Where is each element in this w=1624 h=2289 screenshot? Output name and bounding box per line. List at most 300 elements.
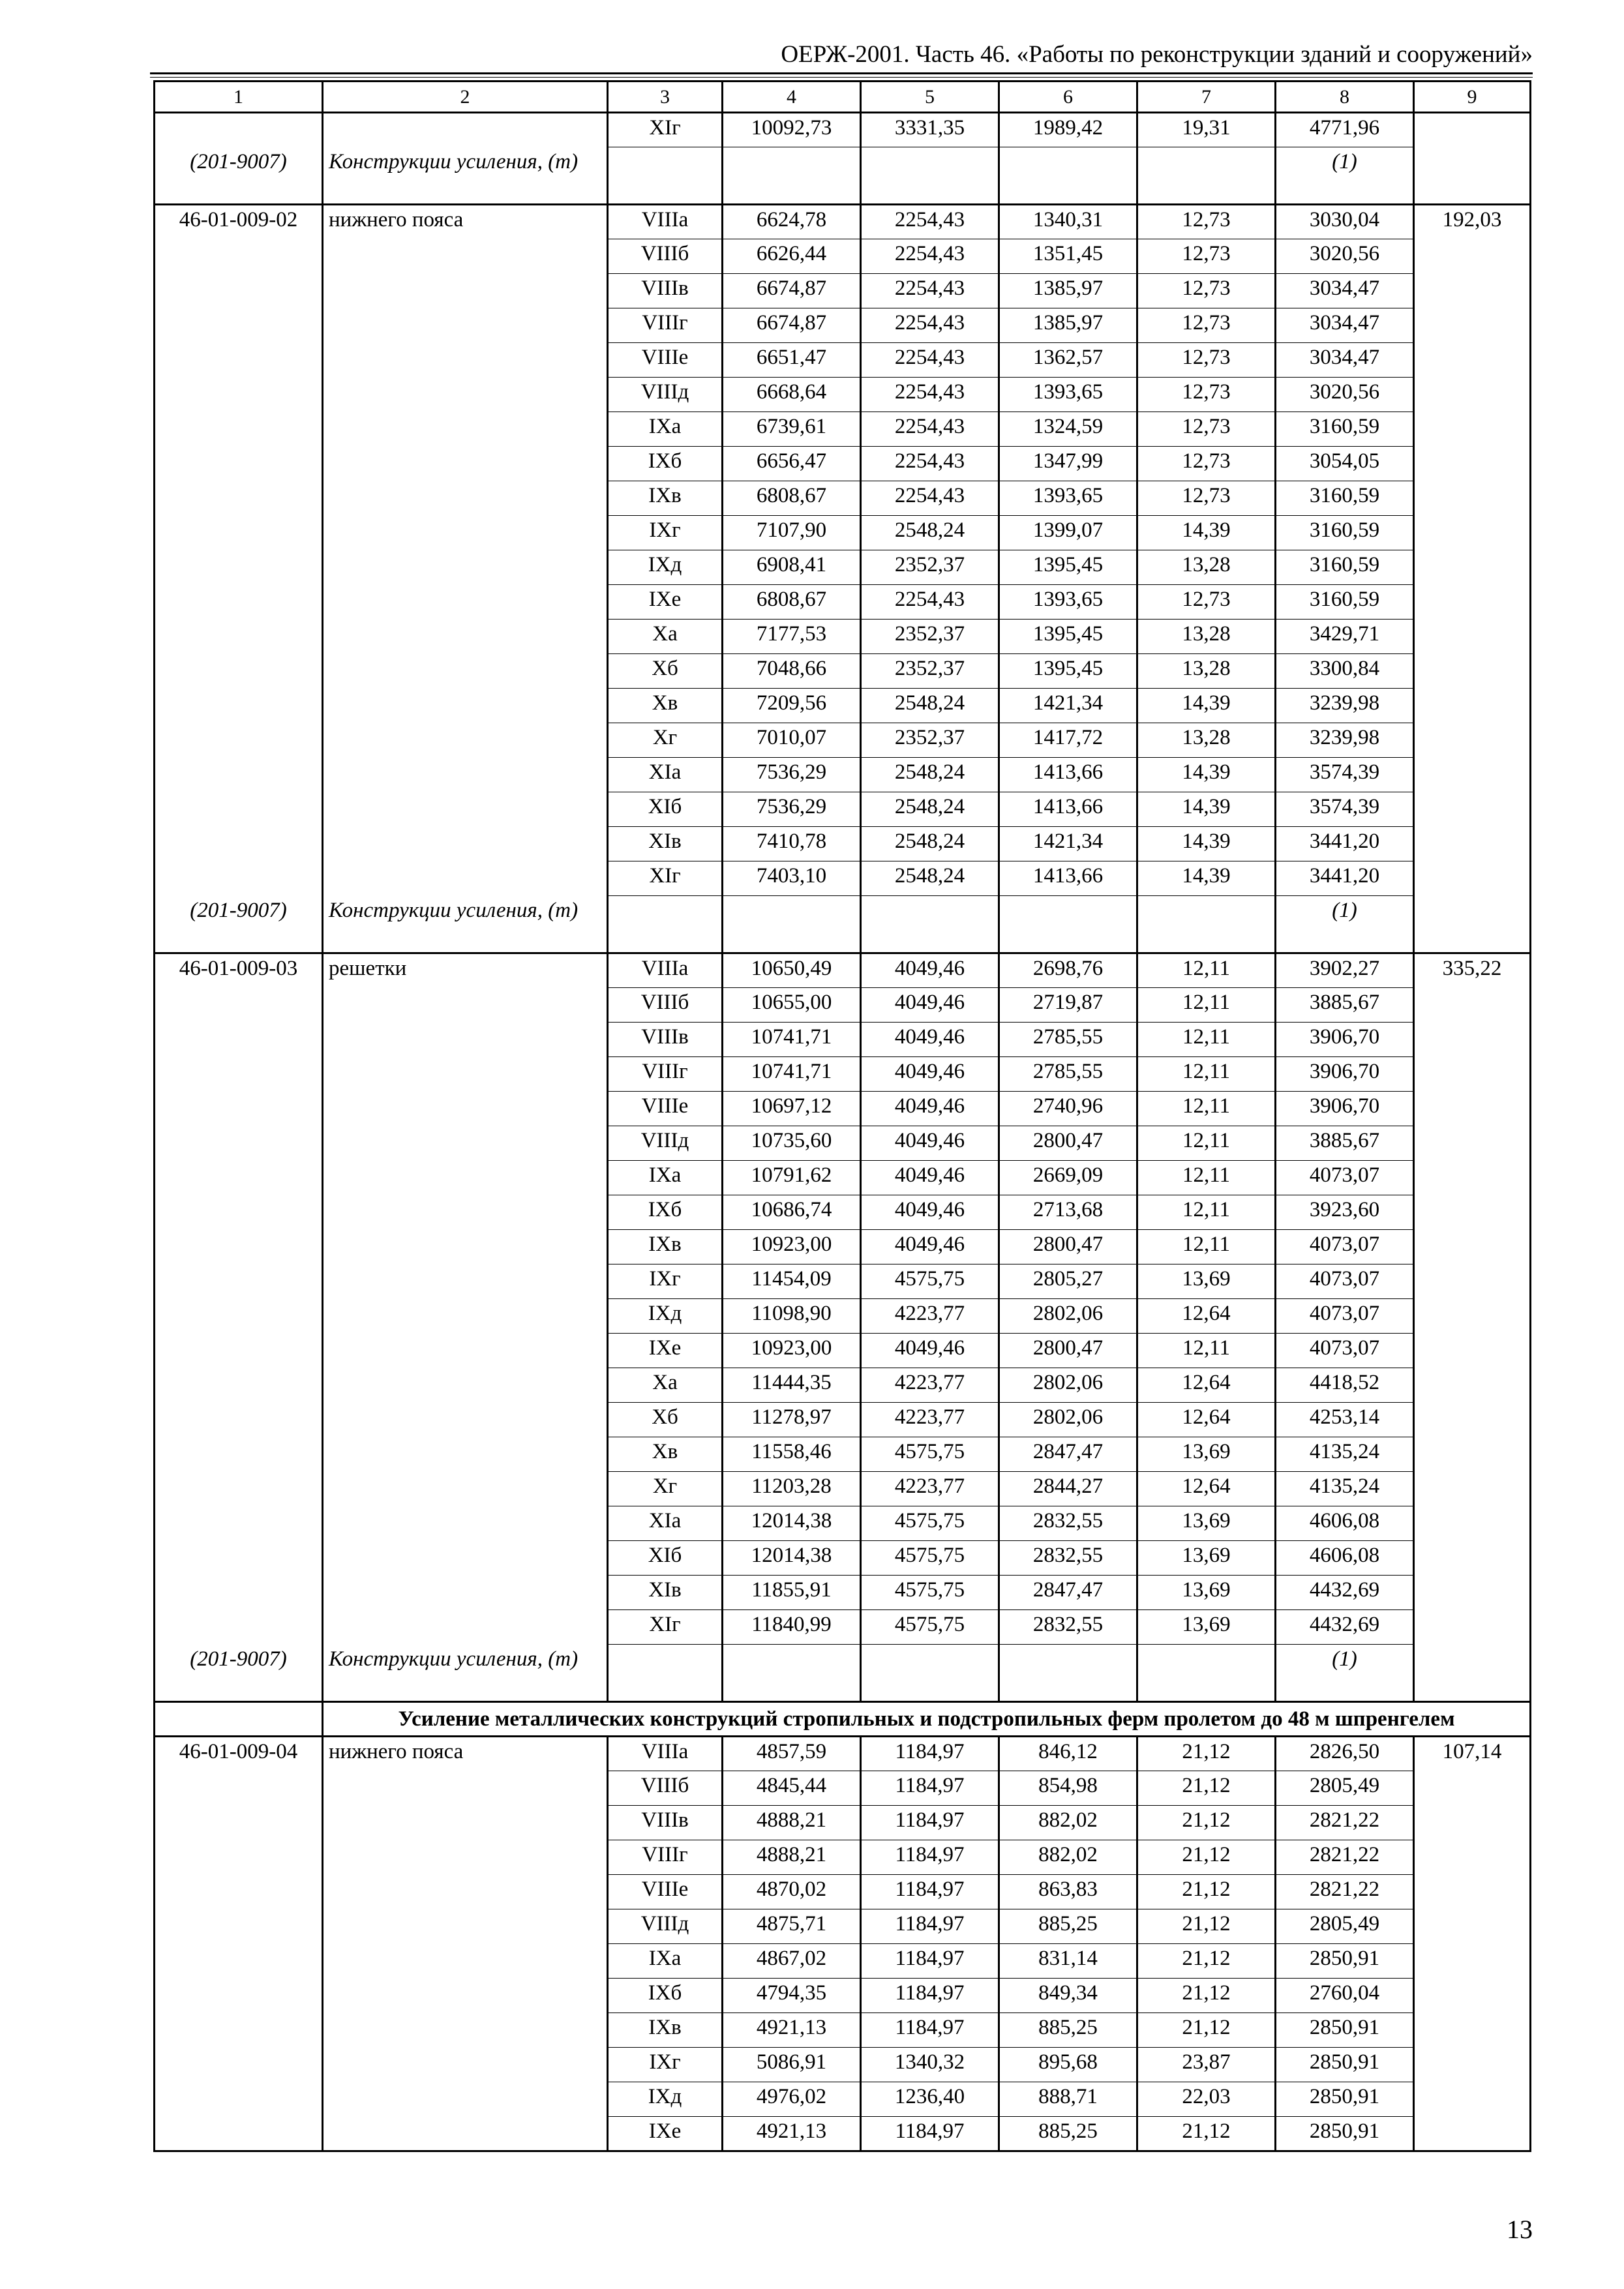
- empty-cell: [999, 896, 1137, 953]
- rate-code: [155, 1437, 323, 1472]
- rate-code: [155, 1541, 323, 1576]
- work-name: [323, 1944, 608, 1979]
- cost-machines: 1393,65: [999, 481, 1137, 516]
- table-row: [155, 1840, 1531, 1875]
- cost-total: 10686,74: [723, 1195, 861, 1230]
- cost-wages: 2254,43: [861, 343, 999, 378]
- cost-labor: 13,69: [1137, 1506, 1276, 1541]
- cost-total: 6739,61: [723, 412, 861, 447]
- rate-code: [155, 550, 323, 585]
- column-number: 1: [155, 82, 323, 113]
- cost-labor: 12,73: [1137, 274, 1276, 308]
- cost-total: 4870,02: [723, 1875, 861, 1909]
- resource-quantity: (1): [1276, 1645, 1414, 1702]
- category: IXе: [608, 2117, 723, 2151]
- work-name: [323, 1771, 608, 1806]
- cost-labor: 21,12: [1137, 1737, 1276, 1771]
- cost-machines: 1395,45: [999, 654, 1137, 689]
- work-name: [323, 988, 608, 1023]
- empty-cell: [723, 896, 861, 953]
- rate-code: [155, 861, 323, 896]
- cost-wages: 1184,97: [861, 2013, 999, 2048]
- cost-wages: 2352,37: [861, 654, 999, 689]
- cost-machines: 2785,55: [999, 1023, 1137, 1057]
- cost-wages: 1184,97: [861, 1979, 999, 2013]
- labor-hours: [1414, 1334, 1531, 1368]
- cost-total: 4921,13: [723, 2117, 861, 2151]
- category: XIг: [608, 1610, 723, 1645]
- cost-machines: 2805,27: [999, 1264, 1137, 1299]
- labor-hours: [1414, 1840, 1531, 1875]
- cost-wages: 1184,97: [861, 1909, 999, 1944]
- cost-machines: 2847,47: [999, 1576, 1137, 1610]
- cost-materials: 3906,70: [1276, 1057, 1414, 1092]
- table-row: [155, 1806, 1531, 1840]
- work-name: [323, 1161, 608, 1195]
- labor-hours: [1414, 585, 1531, 620]
- cost-materials: 3160,59: [1276, 550, 1414, 585]
- table-row: [155, 274, 1531, 308]
- work-name: [323, 1506, 608, 1541]
- cost-machines: 1393,65: [999, 378, 1137, 412]
- category: VIIIб: [608, 988, 723, 1023]
- rate-code: [155, 988, 323, 1023]
- cost-materials: 3902,27: [1276, 953, 1414, 988]
- labor-hours: [1414, 2117, 1531, 2151]
- cost-materials: 2850,91: [1276, 2082, 1414, 2117]
- cost-wages: 4049,46: [861, 1126, 999, 1161]
- resource-code: (201-9007): [155, 147, 323, 205]
- rate-code: [155, 1126, 323, 1161]
- labor-hours: [1414, 550, 1531, 585]
- cost-machines: 846,12: [999, 1737, 1137, 1771]
- cost-materials: 2850,91: [1276, 1944, 1414, 1979]
- cost-total: 4875,71: [723, 1909, 861, 1944]
- section-heading-row: [155, 1702, 1531, 1737]
- cost-labor: 21,12: [1137, 1875, 1276, 1909]
- cost-total: 11203,28: [723, 1472, 861, 1506]
- work-name: [323, 274, 608, 308]
- cost-total: 12014,38: [723, 1506, 861, 1541]
- labor-hours: [1414, 516, 1531, 550]
- table-row: [155, 1126, 1531, 1161]
- rate-code: [155, 516, 323, 550]
- cost-wages: 4575,75: [861, 1437, 999, 1472]
- work-name: [323, 1979, 608, 2013]
- rate-code: [155, 1909, 323, 1944]
- cost-machines: 2800,47: [999, 1126, 1137, 1161]
- rate-code: [155, 1506, 323, 1541]
- cost-labor: 21,12: [1137, 1909, 1276, 1944]
- work-name: [323, 1299, 608, 1334]
- labor-hours: 192,03: [1414, 205, 1531, 239]
- cost-total: 10923,00: [723, 1230, 861, 1264]
- rate-code: [155, 2117, 323, 2151]
- cost-total: 7107,90: [723, 516, 861, 550]
- cost-labor: 14,39: [1137, 792, 1276, 827]
- cost-machines: 2719,87: [999, 988, 1137, 1023]
- work-name: [323, 1576, 608, 1610]
- rate-code: [155, 1403, 323, 1437]
- cost-wages: 1184,97: [861, 2117, 999, 2151]
- rate-code: [155, 481, 323, 516]
- cost-machines: 2844,27: [999, 1472, 1137, 1506]
- rate-code: 46-01-009-03: [155, 953, 323, 988]
- category: Xа: [608, 1368, 723, 1403]
- cost-labor: 14,39: [1137, 758, 1276, 792]
- cost-machines: 854,98: [999, 1771, 1137, 1806]
- table-row: [155, 988, 1531, 1023]
- cost-labor: 12,73: [1137, 412, 1276, 447]
- cost-wages: 2548,24: [861, 758, 999, 792]
- resource-code: (201-9007): [155, 1645, 323, 1702]
- cost-labor: 12,11: [1137, 1092, 1276, 1126]
- cost-total: 7048,66: [723, 654, 861, 689]
- category: IXг: [608, 516, 723, 550]
- cost-total: 10697,12: [723, 1092, 861, 1126]
- labor-hours: [1414, 1944, 1531, 1979]
- work-name: [323, 412, 608, 447]
- table-row: [155, 1737, 1531, 1771]
- empty-cell: [155, 1702, 323, 1737]
- cost-machines: 882,02: [999, 1806, 1137, 1840]
- category: XIб: [608, 792, 723, 827]
- category: XIг: [608, 861, 723, 896]
- cost-total: 7536,29: [723, 792, 861, 827]
- cost-wages: 4575,75: [861, 1576, 999, 1610]
- cost-total: 11840,99: [723, 1610, 861, 1645]
- cost-total: 6626,44: [723, 239, 861, 274]
- work-name: [323, 654, 608, 689]
- work-name: [323, 861, 608, 896]
- work-name: [323, 343, 608, 378]
- cost-machines: 1351,45: [999, 239, 1137, 274]
- labor-hours: [1414, 1161, 1531, 1195]
- cost-materials: 3160,59: [1276, 516, 1414, 550]
- cost-total: 4794,35: [723, 1979, 861, 2013]
- cost-labor: 12,73: [1137, 481, 1276, 516]
- cost-materials: 3923,60: [1276, 1195, 1414, 1230]
- cost-wages: 2254,43: [861, 481, 999, 516]
- table-row: [155, 620, 1531, 654]
- cost-materials: 3034,47: [1276, 343, 1414, 378]
- cost-wages: 1184,97: [861, 1737, 999, 1771]
- cost-labor: 19,31: [1137, 113, 1276, 147]
- labor-hours: [1414, 620, 1531, 654]
- table-row: [155, 1230, 1531, 1264]
- category: Xб: [608, 654, 723, 689]
- cost-labor: 14,39: [1137, 516, 1276, 550]
- work-name: [323, 1092, 608, 1126]
- cost-wages: 1184,97: [861, 1771, 999, 1806]
- table-body: [155, 82, 1531, 2151]
- cost-total: 11855,91: [723, 1576, 861, 1610]
- cost-materials: 4073,07: [1276, 1299, 1414, 1334]
- empty-cell: [608, 1645, 723, 1702]
- category: VIIIе: [608, 1875, 723, 1909]
- cost-materials: 4073,07: [1276, 1161, 1414, 1195]
- cost-materials: 3160,59: [1276, 585, 1414, 620]
- cost-machines: 1395,45: [999, 550, 1137, 585]
- cost-total: 4857,59: [723, 1737, 861, 1771]
- rate-code: [155, 689, 323, 723]
- cost-wages: 2254,43: [861, 378, 999, 412]
- cost-wages: 2254,43: [861, 412, 999, 447]
- category: IXв: [608, 2013, 723, 2048]
- cost-materials: 4432,69: [1276, 1610, 1414, 1645]
- cost-wages: 2254,43: [861, 585, 999, 620]
- resource-name: Конструкции усиления, (т): [323, 896, 608, 953]
- cost-materials: 4771,96: [1276, 113, 1414, 147]
- rate-code: [155, 1334, 323, 1368]
- labor-hours: [1414, 1092, 1531, 1126]
- section-heading: Усиление металлических конструкций стропильных и подстропильных ферм пролетом до 48 м шпренгелем: [323, 1702, 1531, 1737]
- cost-machines: 885,25: [999, 2013, 1137, 2048]
- cost-machines: 849,34: [999, 1979, 1137, 2013]
- rate-code: [155, 723, 323, 758]
- cost-labor: 21,12: [1137, 1840, 1276, 1875]
- cost-machines: 2802,06: [999, 1368, 1137, 1403]
- cost-labor: 12,11: [1137, 1023, 1276, 1057]
- header-rule-thin: [150, 77, 1533, 78]
- cost-machines: 1413,66: [999, 792, 1137, 827]
- cost-wages: 4223,77: [861, 1403, 999, 1437]
- category: XIв: [608, 1576, 723, 1610]
- cost-materials: 3034,47: [1276, 308, 1414, 343]
- cost-materials: 3300,84: [1276, 654, 1414, 689]
- cost-labor: 21,12: [1137, 1944, 1276, 1979]
- category: VIIIб: [608, 239, 723, 274]
- empty-cell: [999, 1645, 1137, 1702]
- cost-materials: 2805,49: [1276, 1909, 1414, 1944]
- work-name: решетки: [323, 953, 608, 988]
- rate-code: [155, 113, 323, 147]
- labor-hours: [1414, 343, 1531, 378]
- category: XIб: [608, 1541, 723, 1576]
- cost-wages: 4049,46: [861, 1023, 999, 1057]
- category: Xа: [608, 620, 723, 654]
- rate-code: [155, 1161, 323, 1195]
- work-name: [323, 481, 608, 516]
- work-name: [323, 447, 608, 481]
- cost-total: 5086,91: [723, 2048, 861, 2082]
- cost-materials: 4418,52: [1276, 1368, 1414, 1403]
- cost-total: 6651,47: [723, 343, 861, 378]
- category: IXб: [608, 1195, 723, 1230]
- labor-hours: [1414, 1195, 1531, 1230]
- table-row: [155, 205, 1531, 239]
- cost-machines: 1421,34: [999, 827, 1137, 861]
- labor-hours: [1414, 1264, 1531, 1299]
- cost-total: 10791,62: [723, 1161, 861, 1195]
- work-name: [323, 1126, 608, 1161]
- cost-machines: 1385,97: [999, 308, 1137, 343]
- table-row: [155, 447, 1531, 481]
- cost-wages: 2254,43: [861, 205, 999, 239]
- cost-materials: 4606,08: [1276, 1506, 1414, 1541]
- labor-hours: [1414, 113, 1531, 147]
- cost-wages: 2352,37: [861, 620, 999, 654]
- cost-machines: 1340,31: [999, 205, 1137, 239]
- cost-wages: 4049,46: [861, 1195, 999, 1230]
- cost-labor: 13,69: [1137, 1576, 1276, 1610]
- cost-wages: 4575,75: [861, 1610, 999, 1645]
- labor-hours: [1414, 447, 1531, 481]
- column-number: 4: [723, 82, 861, 113]
- category: IXг: [608, 1264, 723, 1299]
- work-name: [323, 723, 608, 758]
- cost-materials: 2760,04: [1276, 1979, 1414, 2013]
- cost-materials: 4606,08: [1276, 1541, 1414, 1576]
- table-row: [155, 1161, 1531, 1195]
- rate-code: [155, 1092, 323, 1126]
- labor-hours: [1414, 1368, 1531, 1403]
- cost-total: 10655,00: [723, 988, 861, 1023]
- table-row: [155, 792, 1531, 827]
- cost-machines: 2847,47: [999, 1437, 1137, 1472]
- cost-labor: 12,64: [1137, 1403, 1276, 1437]
- cost-machines: 888,71: [999, 2082, 1137, 2117]
- cost-machines: 885,25: [999, 2117, 1137, 2151]
- cost-machines: 1347,99: [999, 447, 1137, 481]
- empty-cell: [608, 896, 723, 953]
- cost-total: 4888,21: [723, 1806, 861, 1840]
- cost-materials: 2821,22: [1276, 1840, 1414, 1875]
- cost-total: 10092,73: [723, 113, 861, 147]
- work-name: [323, 1264, 608, 1299]
- rate-code: [155, 1840, 323, 1875]
- column-number: 5: [861, 82, 999, 113]
- rate-code: [155, 1057, 323, 1092]
- rate-code: [155, 447, 323, 481]
- work-name: [323, 2082, 608, 2117]
- labor-hours: [1414, 308, 1531, 343]
- labor-hours: [1414, 239, 1531, 274]
- category: VIIIд: [608, 1126, 723, 1161]
- cost-wages: 1236,40: [861, 2082, 999, 2117]
- rate-code: [155, 1472, 323, 1506]
- cost-materials: 3034,47: [1276, 274, 1414, 308]
- table-row: [155, 2013, 1531, 2048]
- table-row: [155, 481, 1531, 516]
- cost-materials: 2850,91: [1276, 2013, 1414, 2048]
- labor-hours: [1414, 2013, 1531, 2048]
- category: Xв: [608, 1437, 723, 1472]
- cost-wages: 4049,46: [861, 1161, 999, 1195]
- cost-wages: 2254,43: [861, 239, 999, 274]
- work-name: [323, 550, 608, 585]
- cost-wages: 2352,37: [861, 723, 999, 758]
- work-name: [323, 758, 608, 792]
- category: XIа: [608, 758, 723, 792]
- cost-materials: 3574,39: [1276, 758, 1414, 792]
- rate-code: [155, 1944, 323, 1979]
- rate-code: [155, 1875, 323, 1909]
- category: VIIIв: [608, 274, 723, 308]
- labor-hours: [1414, 1506, 1531, 1541]
- category: IXд: [608, 1299, 723, 1334]
- cost-total: 7177,53: [723, 620, 861, 654]
- column-number: 7: [1137, 82, 1276, 113]
- empty-cell: [1414, 147, 1531, 205]
- empty-cell: [861, 896, 999, 953]
- rate-code: [155, 758, 323, 792]
- work-name: [323, 1437, 608, 1472]
- empty-cell: [723, 147, 861, 205]
- table-row: [155, 654, 1531, 689]
- cost-labor: 12,73: [1137, 343, 1276, 378]
- category: VIIIв: [608, 1806, 723, 1840]
- category: Xг: [608, 723, 723, 758]
- labor-hours: [1414, 1541, 1531, 1576]
- cost-machines: 1324,59: [999, 412, 1137, 447]
- cost-wages: 4575,75: [861, 1506, 999, 1541]
- table-row: [155, 1264, 1531, 1299]
- labor-hours: [1414, 2048, 1531, 2082]
- work-name: [323, 1840, 608, 1875]
- category: VIIIа: [608, 953, 723, 988]
- labor-hours: [1414, 1875, 1531, 1909]
- empty-cell: [861, 1645, 999, 1702]
- cost-machines: 1395,45: [999, 620, 1137, 654]
- cost-machines: 1362,57: [999, 343, 1137, 378]
- cost-labor: 14,39: [1137, 827, 1276, 861]
- rate-code: [155, 1230, 323, 1264]
- cost-materials: 3239,98: [1276, 723, 1414, 758]
- rate-code: [155, 620, 323, 654]
- category: Xв: [608, 689, 723, 723]
- table-row: [155, 1944, 1531, 1979]
- resource-name: Конструкции усиления, (т): [323, 147, 608, 205]
- work-name: [323, 689, 608, 723]
- cost-total: 4976,02: [723, 2082, 861, 2117]
- running-header: ОЕРЖ-2001. Часть 46. «Работы по реконструкции зданий и сооружений»: [781, 41, 1533, 68]
- cost-total: 6808,67: [723, 481, 861, 516]
- work-name: нижнего пояса: [323, 205, 608, 239]
- cost-labor: 13,69: [1137, 1610, 1276, 1645]
- category: IXб: [608, 447, 723, 481]
- cost-materials: 4135,24: [1276, 1472, 1414, 1506]
- cost-machines: 1417,72: [999, 723, 1137, 758]
- empty-cell: [999, 147, 1137, 205]
- cost-labor: 12,64: [1137, 1368, 1276, 1403]
- cost-machines: 1421,34: [999, 689, 1137, 723]
- cost-total: 10650,49: [723, 953, 861, 988]
- work-name: [323, 516, 608, 550]
- cost-materials: 4135,24: [1276, 1437, 1414, 1472]
- cost-total: 11278,97: [723, 1403, 861, 1437]
- table-row: [155, 1437, 1531, 1472]
- rate-code: [155, 1771, 323, 1806]
- cost-machines: 2800,47: [999, 1334, 1137, 1368]
- labor-hours: 335,22: [1414, 953, 1531, 988]
- resource-quantity: (1): [1276, 147, 1414, 205]
- cost-total: 4888,21: [723, 1840, 861, 1875]
- cost-labor: 12,64: [1137, 1472, 1276, 1506]
- work-name: [323, 827, 608, 861]
- cost-wages: 2548,24: [861, 516, 999, 550]
- labor-hours: [1414, 1771, 1531, 1806]
- work-name: [323, 1334, 608, 1368]
- cost-materials: 3906,70: [1276, 1092, 1414, 1126]
- work-name: [323, 239, 608, 274]
- work-name: [323, 2117, 608, 2151]
- cost-machines: 895,68: [999, 2048, 1137, 2082]
- cost-labor: 12,11: [1137, 1334, 1276, 1368]
- cost-machines: 2832,55: [999, 1541, 1137, 1576]
- column-number: 3: [608, 82, 723, 113]
- rate-code: [155, 378, 323, 412]
